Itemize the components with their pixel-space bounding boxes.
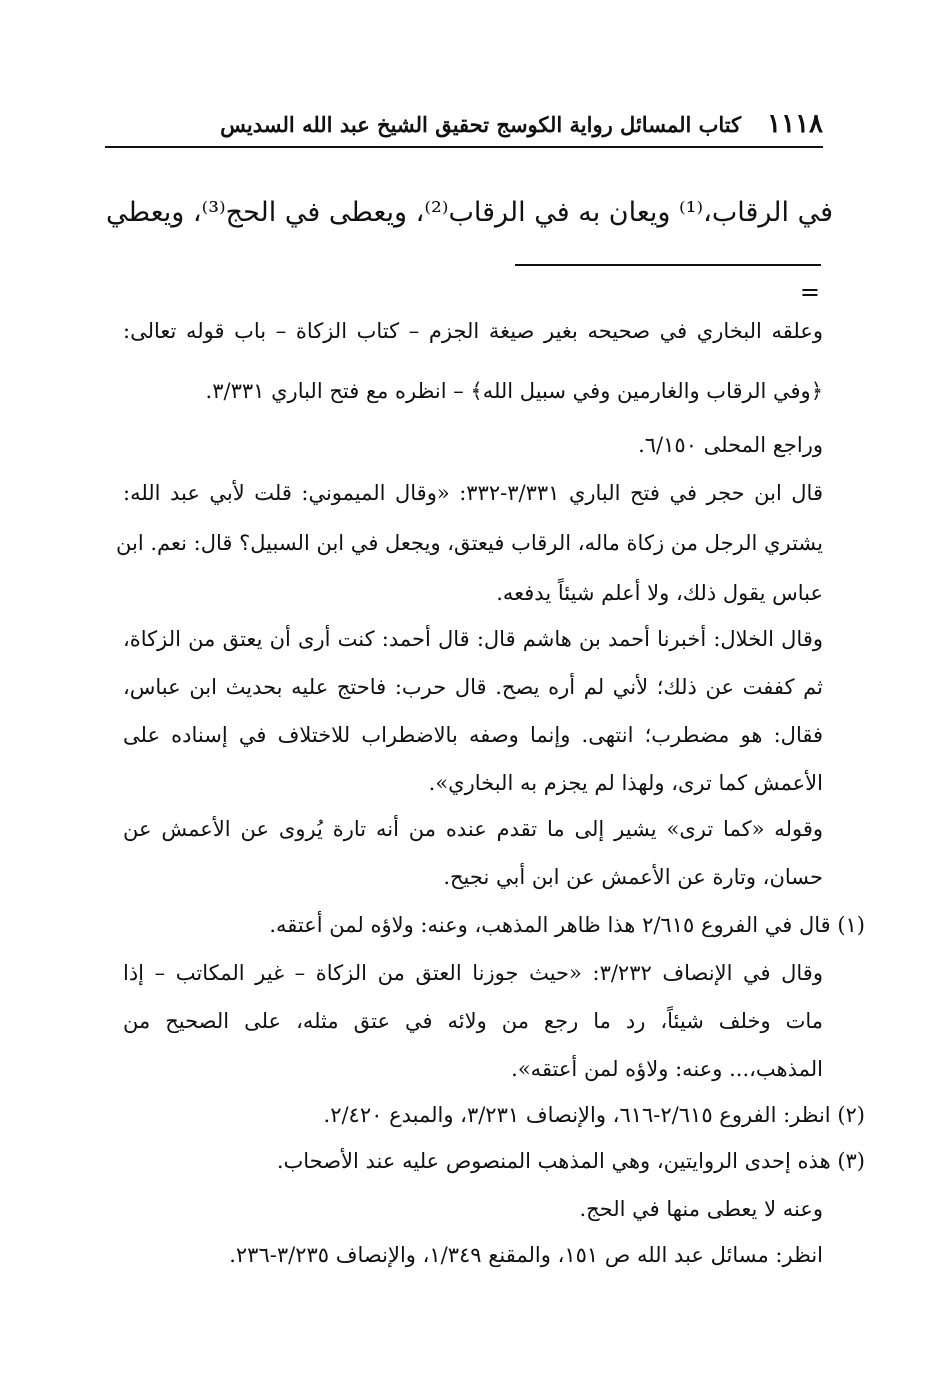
footnote-line: المذهب،... وعنه: ولاؤه لمن أعتقه». [511, 1057, 823, 1081]
footnote-line: انظر: مسائل عبد الله ص ١٥١، والمقنع ١/٣٤٩، والإنصاف ٣/٢٣٥-٢٣٦. [229, 1243, 823, 1267]
footnote-line: الأعمش كما ترى، ولهذا لم يجزم به البخاري». [428, 771, 823, 795]
footnote-1: (١) قال في الفروع ٢/٦١٥ هذا ظاهر المذهب، وعنه: ولاؤه لمن أعتقه. [269, 913, 865, 937]
footnote-line: وقال الخلال: أخبرنا أحمد بن هاشم قال: قال أحمد: كنت أرى أن يعتق من الزكاة، [123, 627, 823, 651]
footnote-line: قال ابن حجر في فتح الباري ٣/٣٣١-٣٣٢: «وقال الميموني: قلت لأبي عبد الله: [123, 481, 823, 505]
footnote-line: فقال: هو مضطرب؛ انتهى. وإنما وصفه بالاضطراب للاختلاف في إسناده على [123, 723, 823, 747]
header-rule [105, 146, 823, 148]
running-title: كتاب المسائل رواية الكوسج تحقيق الشيخ عبد الله السديس [220, 111, 742, 137]
main-text-line: في الرقاب،⁽¹⁾ ويعان به في الرقاب⁽²⁾، ويعطى في الحج⁽³⁾، ويعطي [106, 197, 833, 228]
footnote-line: حسان، وتارة عن الأعمش عن ابن أبي نجيح. [443, 865, 823, 889]
footnote-line: ﴿وفي الرقاب والغارمين وفي سبيل الله﴾ – انظره مع فتح الباري ٣/٣٣١. [205, 379, 823, 403]
footnote-2: (٢) انظر: الفروع ٢/٦١٥-٦١٦، والإنصاف ٣/٢٣١، والمبدع ٢/٤٢٠. [323, 1103, 865, 1127]
footnote-line: وعنه لا يعطى منها في الحج. [579, 1197, 823, 1221]
footnote-line: مات وخلف شيئاً، رد ما رجع من ولائه في عتق مثله، على الصحيح من [123, 1009, 823, 1033]
footnote-line: وراجع المحلى ٦/١٥٠. [638, 433, 823, 457]
footnote-line: ثم كففت عن ذلك؛ لأني لم أره يصح. قال حرب: فاحتج عليه بحديث ابن عباس، [123, 675, 823, 699]
footnote-line: يشتري الرجل من زكاة ماله، الرقاب فيعتق، ويجعل في ابن السبيل؟ قال: نعم. ابن [116, 531, 823, 555]
footnote-line: وقوله «كما ترى» يشير إلى ما تقدم عنده من أنه تارة يُروى عن الأعمش عن [123, 817, 823, 841]
page-header [105, 104, 823, 144]
page-number: ١١١٨ [767, 109, 823, 139]
footnote-separator [515, 264, 821, 266]
footnote-line: وقال في الإنصاف ٣/٢٣٢: «حيث جوزنا العتق من الزكاة – غير المكاتب – إذا [123, 961, 823, 985]
footnote-line: وعلقه البخاري في صحيحه بغير صيغة الجزم – كتاب الزكاة – باب قوله تعالى: [123, 319, 823, 343]
footnote-line: عباس يقول ذلك، ولا أعلم شيئاً يدفعه. [496, 581, 823, 605]
footnote-3: (٣) هذه إحدى الروايتين، وهي المذهب المنصوص عليه عند الأصحاب. [276, 1149, 865, 1173]
continuation-mark: = [799, 278, 820, 306]
